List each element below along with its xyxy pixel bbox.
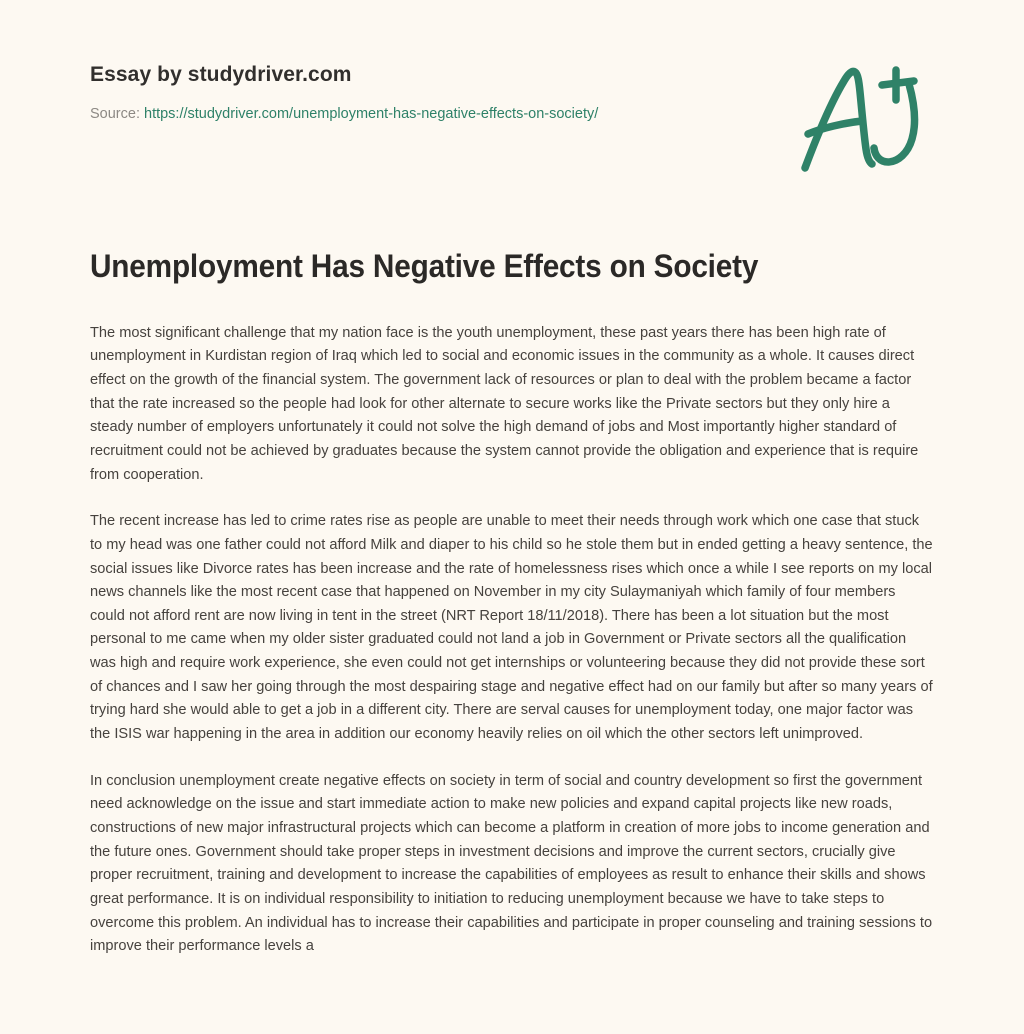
source-label: Source: <box>90 106 144 123</box>
document-body <box>90 322 934 959</box>
body-paragraph: In conclusion unemployment create negative effects on society in term of social and country development so first the government need acknowledge on the issue and start immediate action to make new policies and expand capital projects like new roads, constructions of new major infrastructural projects which can become a platform in creation of more jobs to income generation and the future ones. Government should take proper steps in investment decisions and improve the current sectors, crucially give proper recruitment, training and development to increase the capabilities of employees as result to enhance their skills and shows great performance. It is on individual responsibility to initiation to reducing unemployment because we have to take steps to overcome this problem. An individual has to increase their capabilities and participate in proper counseling and training sessions to improve their performance levels a <box>90 772 933 955</box>
body-paragraph: The most significant challenge that my nation face is the youth unemployment, these past years there has been high rate of unemployment in Kurdistan region of Iraq which led to social and economic issues in the community as a whole. It causes direct effect on the growth of the financial system. The government lack of resources or plan to deal with the problem became a factor that the rate increased so the people had look for other alternate to secure works like the Private sectors but they only hire a steady number of employers unfortunately it could not solve the high demand of jobs and Most importantly higher standard of recruitment could not be achieved by graduates because the system cannot provide the obligation and experience that is require from cooperation. <box>90 324 919 483</box>
source-url-link[interactable]: https://studydriver.com/unemployment-has-negative-effects-on-society/ <box>144 106 599 123</box>
body-paragraph: The recent increase has led to crime rates rise as people are unable to meet their needs through work which one case that stuck to my head was one father could not afford Milk and diaper to his child so he stole them but in ended getting a heavy sentence, the social issues like Divorce rates has been increase and the rate of homelessness rises which once a while I see reports on my local news channels like the most recent case that happened on November in my city Sulaymaniyah which family of four members could not afford rent are now living in tent in the street (NRT Report 18/11/2018). There has been a lot situation but the most personal to me came when my older sister graduated could not land a job in Government or Private sectors all the qualification was high and require work experience, she even could not get internships or volunteering because they did not provide these sort of chances and I saw her going through the most despairing stage and negative effect had on our family but after so many years of trying hard she would able to get a job in a different city. There are serval causes for unemployment today, one major factor was the ISIS war happening in the area in addition our economy heavily relies on oil which the other sectors left unimproved. <box>90 513 933 743</box>
document-header <box>90 0 934 150</box>
essay-attribution: Essay by studydriver.com <box>90 63 352 86</box>
page-title: Unemployment Has Negative Effects on Society <box>90 248 759 284</box>
studydriver-a-plus-logo-icon <box>792 52 942 182</box>
